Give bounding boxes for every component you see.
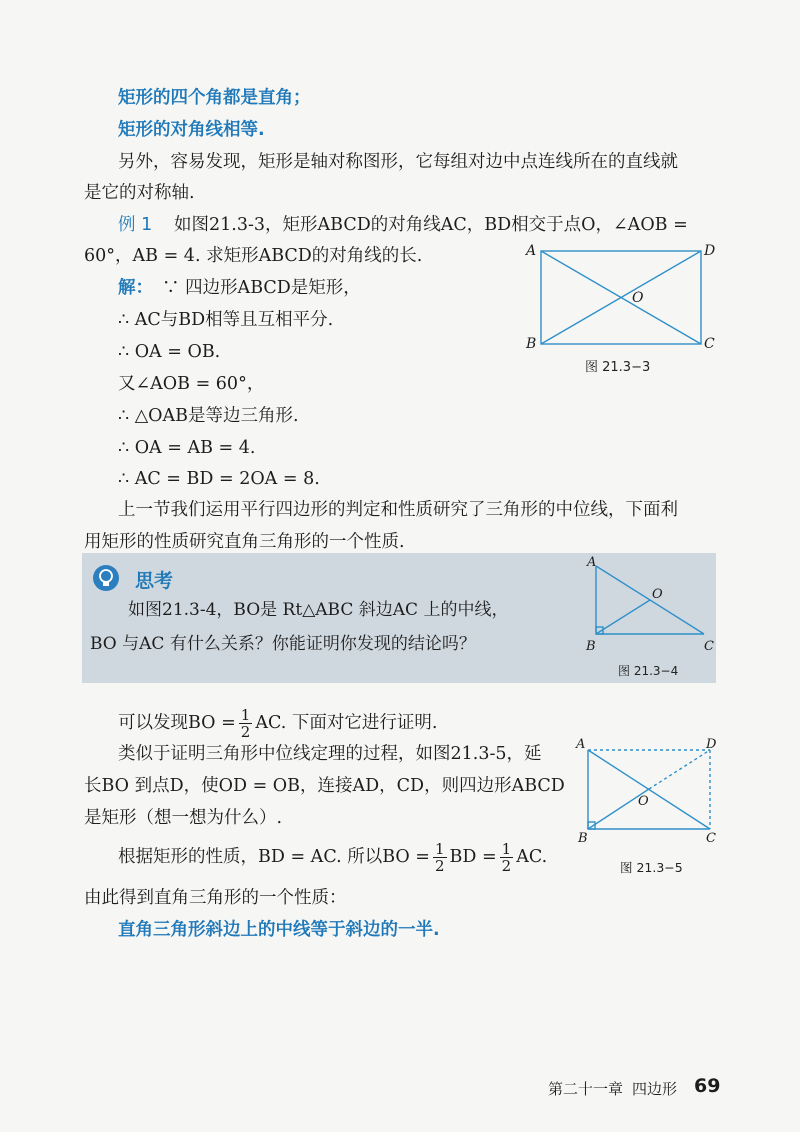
proof-text: BD = [449, 847, 497, 867]
figure-caption: 图 21.3−5 [620, 860, 683, 875]
example-line-1: 如图21.3-3，矩形ABCD的对角线AC，BD相交于点O，∠AOB = [174, 215, 688, 235]
label-o: O [652, 587, 663, 602]
solution-label: 解： [118, 278, 153, 298]
solution-step-3: ∴ OA = OB. [118, 342, 221, 362]
lightbulb-icon [93, 565, 119, 591]
bridge-line-2: 用矩形的性质研究直角三角形的一个性质. [84, 532, 405, 552]
label-a: A [526, 243, 537, 259]
solution-step-4: 又∠AOB = 60°， [118, 374, 265, 394]
footer-section: 四边形 [632, 1080, 678, 1098]
think-line-2: BO 与AC 有什么关系？你能证明你发现的结论吗？ [90, 634, 476, 654]
solution-step-2: ∴ AC与BD相等且互相平分. [118, 310, 334, 330]
proof-text: AC. 下面对它进行证明. [255, 713, 438, 733]
label-d: D [706, 737, 717, 752]
intro-line-1: 另外，容易发现，矩形是轴对称图形，它每组对边中点连线所在的直线就 [118, 152, 678, 172]
proof-p2-line-2: 长BO 到点D，使OD = OB，连接AD，CD，则四边形ABCD [84, 776, 565, 796]
fraction-half [239, 707, 253, 740]
label-o: O [638, 794, 649, 809]
bridge-line-1: 上一节我们运用平行四边形的判定和性质研究了三角形的中位线，下面利 [118, 500, 678, 520]
label-c: C [704, 336, 715, 352]
label-o: O [632, 290, 644, 306]
figure-caption: 图 21.3−4 [618, 664, 679, 678]
fraction-denominator: 2 [434, 857, 445, 875]
label-b: B [526, 336, 537, 352]
proof-text: 可以发现BO = [118, 713, 236, 733]
figure-21-3-5 [572, 736, 722, 848]
proof-p2-line-3: 是矩形（想一想为什么）. [84, 808, 283, 828]
label-c: C [704, 639, 714, 654]
conclusion: 直角三角形斜边上的中线等于斜边的一半. [118, 920, 440, 940]
label-d: D [704, 243, 716, 259]
figure-caption: 图 21.3−3 [585, 360, 651, 375]
fraction-denominator: 2 [240, 723, 251, 741]
label-a: A [587, 556, 597, 570]
footer-chapter: 第二十一章 [548, 1080, 624, 1098]
proof-p4: 由此得到直角三角形的一个性质： [84, 888, 347, 908]
label-a: A [576, 737, 586, 752]
solution-step-6: ∴ OA = AB = 4. [118, 438, 256, 458]
label-b: B [578, 831, 588, 846]
label-b: B [586, 639, 596, 654]
think-title: 思考 [135, 570, 174, 592]
page-number: 69 [694, 1075, 721, 1097]
proof-text: 根据矩形的性质，BD = AC. 所以BO = [118, 847, 430, 867]
fraction-half [500, 841, 514, 874]
solution-step-7: ∴ AC = BD = 2OA = 8. [118, 469, 320, 489]
proof-p2-line-1: 类似于证明三角形中位线定理的过程，如图21.3-5，延 [118, 744, 542, 764]
proof-p3 [118, 840, 547, 874]
theorem-line-2: 矩形的对角线相等. [118, 120, 265, 140]
theorem-line-1: 矩形的四个角都是直角； [118, 88, 311, 108]
fraction-numerator: 1 [434, 840, 445, 858]
label-c: C [706, 831, 716, 846]
solution-step-1: ∵ 四边形ABCD是矩形， [162, 278, 361, 298]
fraction-denominator: 2 [501, 857, 512, 875]
proof-text: AC. [516, 847, 548, 867]
think-line-1: 如图21.3-4，BO是 Rt△ABC 斜边AC 上的中线， [128, 600, 509, 620]
solution-step-5: ∴ △OAB是等边三角形. [118, 406, 299, 426]
fraction-numerator: 1 [240, 706, 251, 724]
example-label: 例 1 [118, 215, 153, 235]
fraction-half [433, 841, 447, 874]
intro-line-2: 是它的对称轴. [84, 183, 195, 203]
proof-line-1 [118, 706, 437, 740]
figure-21-3-4 [582, 556, 716, 656]
fraction-numerator: 1 [501, 840, 512, 858]
example-line-2: 60°，AB = 4. 求矩形ABCD的对角线的长. [84, 246, 423, 266]
